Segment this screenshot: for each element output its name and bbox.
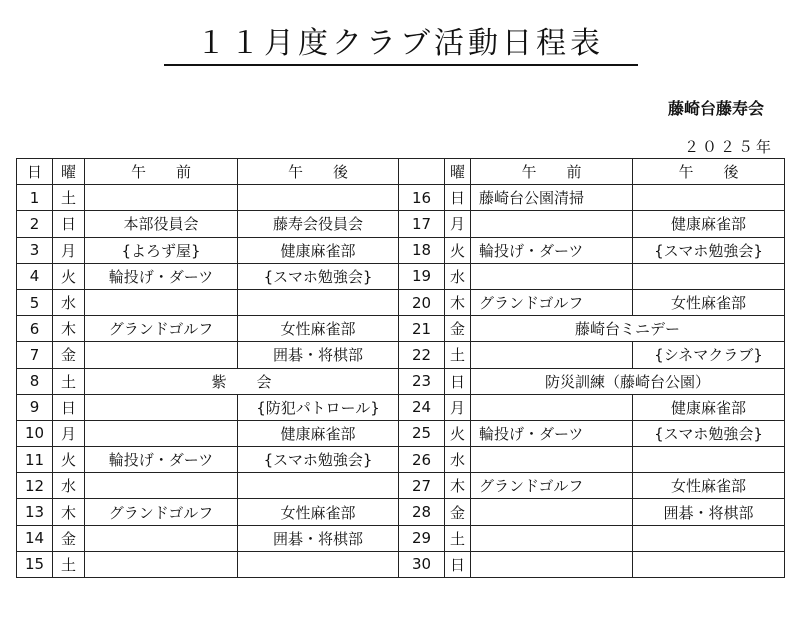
header-pm: 午 後 [238,159,399,185]
pm-activity [633,525,785,551]
table-row [17,525,785,551]
weekday-cell: 月 [445,211,471,237]
day-number: 3 [17,237,53,263]
table-row [17,342,785,368]
header-weekday: 曜 [53,159,85,185]
am-activity [471,342,633,368]
day-number: 6 [17,316,53,342]
pm-activity: {スマホ勉強会} [238,263,399,289]
am-activity: 輪投げ・ダーツ [471,420,633,446]
weekday-cell: 日 [53,394,85,420]
header-day-2 [399,159,445,185]
weekday-cell: 月 [53,237,85,263]
day-number: 27 [399,473,445,499]
day-number: 5 [17,289,53,315]
am-activity [85,289,238,315]
pm-activity: 女性麻雀部 [633,289,785,315]
am-activity [85,473,238,499]
header-weekday-2: 曜 [445,159,471,185]
am-activity [471,499,633,525]
day-number: 9 [17,394,53,420]
table-row [17,394,785,420]
pm-activity [633,185,785,211]
day-number: 10 [17,420,53,446]
weekday-cell: 日 [445,551,471,577]
day-number: 2 [17,211,53,237]
header-pm-2: 午 後 [633,159,785,185]
day-number: 12 [17,473,53,499]
am-activity: 輪投げ・ダーツ [85,263,238,289]
table-row [17,185,785,211]
all-day-activity: 紫 会 [85,368,399,394]
weekday-cell: 日 [445,185,471,211]
pm-activity: 健康麻雀部 [238,420,399,446]
am-activity [85,342,238,368]
table-row [17,237,785,263]
pm-activity: 健康麻雀部 [238,237,399,263]
weekday-cell: 水 [53,289,85,315]
header-row [17,159,785,185]
schedule-table [16,158,785,578]
weekday-cell: 金 [53,525,85,551]
all-day-activity: 藤崎台ミニデー [471,316,785,342]
day-number: 11 [17,447,53,473]
am-activity: 輪投げ・ダーツ [85,447,238,473]
pm-activity [238,551,399,577]
day-number: 21 [399,316,445,342]
weekday-cell: 火 [53,447,85,473]
weekday-cell: 木 [445,289,471,315]
pm-activity: 囲碁・将棋部 [238,342,399,368]
pm-activity: {シネマクラブ} [633,342,785,368]
weekday-cell: 月 [53,420,85,446]
am-activity [471,211,633,237]
header-day: 日 [17,159,53,185]
pm-activity [238,473,399,499]
weekday-cell: 水 [445,263,471,289]
weekday-cell: 土 [53,185,85,211]
am-activity: グランドゴルフ [471,289,633,315]
pm-activity: {スマホ勉強会} [633,420,785,446]
am-activity: 藤崎台公園清掃 [471,185,633,211]
pm-activity: {防犯パトロール} [238,394,399,420]
table-row [17,420,785,446]
weekday-cell: 木 [445,473,471,499]
schedule-body [17,185,785,578]
am-activity [85,394,238,420]
header-am-2: 午 前 [471,159,633,185]
table-row [17,263,785,289]
pm-activity [633,551,785,577]
am-activity: グランドゴルフ [471,473,633,499]
pm-activity: 囲碁・将棋部 [633,499,785,525]
day-number: 8 [17,368,53,394]
table-row [17,551,785,577]
day-number: 13 [17,499,53,525]
table-row [17,447,785,473]
pm-activity [633,447,785,473]
weekday-cell: 火 [445,420,471,446]
year-label: ２０２５年 [683,138,774,156]
pm-activity: 藤寿会役員会 [238,211,399,237]
table-row [17,368,785,394]
day-number: 15 [17,551,53,577]
am-activity: 本部役員会 [85,211,238,237]
weekday-cell: 金 [53,342,85,368]
weekday-cell: 土 [445,525,471,551]
weekday-cell: 火 [53,263,85,289]
am-activity [85,420,238,446]
day-number: 14 [17,525,53,551]
day-number: 25 [399,420,445,446]
day-number: 16 [399,185,445,211]
pm-activity: 女性麻雀部 [238,316,399,342]
weekday-cell: 月 [445,394,471,420]
header-am: 午 前 [85,159,238,185]
day-number: 24 [399,394,445,420]
page-title: １１月度クラブ活動日程表 [196,26,604,61]
weekday-cell: 木 [53,499,85,525]
table-row [17,289,785,315]
pm-activity: 囲碁・将棋部 [238,525,399,551]
weekday-cell: 日 [53,211,85,237]
pm-activity [633,263,785,289]
am-activity [85,525,238,551]
day-number: 28 [399,499,445,525]
table-row [17,211,785,237]
table-row [17,473,785,499]
weekday-cell: 土 [53,551,85,577]
day-number: 7 [17,342,53,368]
organization-name: 藤崎台藤寿会 [667,99,764,118]
title-underline [164,64,638,66]
weekday-cell: 日 [445,368,471,394]
day-number: 26 [399,447,445,473]
am-activity: 輪投げ・ダーツ [471,237,633,263]
day-number: 1 [17,185,53,211]
day-number: 22 [399,342,445,368]
weekday-cell: 水 [53,473,85,499]
am-activity [471,394,633,420]
pm-activity: 女性麻雀部 [238,499,399,525]
weekday-cell: 金 [445,499,471,525]
day-number: 4 [17,263,53,289]
table-row [17,499,785,525]
day-number: 23 [399,368,445,394]
table-row [17,316,785,342]
day-number: 19 [399,263,445,289]
am-activity [471,551,633,577]
day-number: 20 [399,289,445,315]
pm-activity: 健康麻雀部 [633,394,785,420]
pm-activity [238,185,399,211]
am-activity: グランドゴルフ [85,316,238,342]
day-number: 29 [399,525,445,551]
day-number: 30 [399,551,445,577]
weekday-cell: 木 [53,316,85,342]
pm-activity: 健康麻雀部 [633,211,785,237]
pm-activity: 女性麻雀部 [633,473,785,499]
am-activity [471,263,633,289]
am-activity [85,185,238,211]
pm-activity: {スマホ勉強会} [238,447,399,473]
am-activity: {よろず屋} [85,237,238,263]
day-number: 18 [399,237,445,263]
weekday-cell: 火 [445,237,471,263]
day-number: 17 [399,211,445,237]
am-activity [85,551,238,577]
am-activity [471,525,633,551]
am-activity: グランドゴルフ [85,499,238,525]
weekday-cell: 金 [445,316,471,342]
pm-activity [238,289,399,315]
all-day-activity: 防災訓練（藤崎台公園） [471,368,785,394]
weekday-cell: 土 [445,342,471,368]
pm-activity: {スマホ勉強会} [633,237,785,263]
weekday-cell: 水 [445,447,471,473]
weekday-cell: 土 [53,368,85,394]
am-activity [471,447,633,473]
